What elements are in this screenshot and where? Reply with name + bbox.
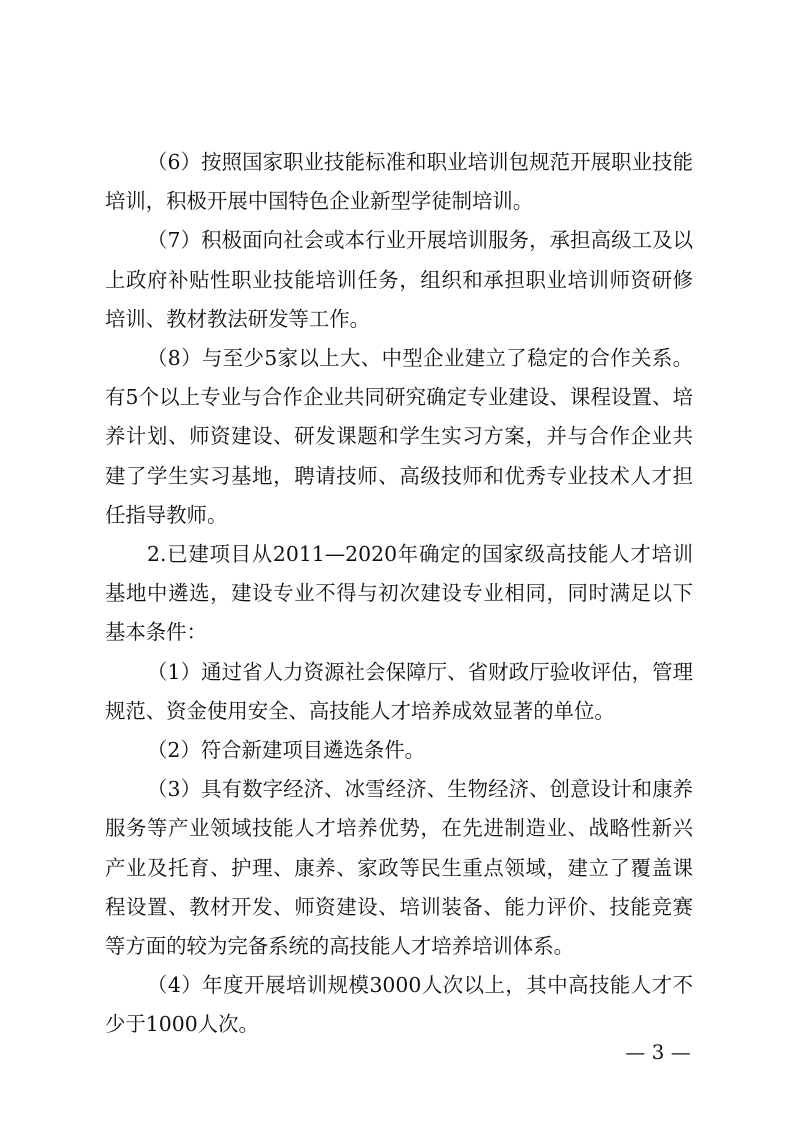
paragraph-item-6: （6）按照国家职业技能标准和职业培训包规范开展职业技能培训，积极开展中国特色企业新型学徒制培训。 xyxy=(105,150,693,214)
paragraph-condition-1: （1）通过省人力资源社会保障厅、省财政厅验收评估，管理规范、资金使用安全、高技能人才培养成效显著的单位。 xyxy=(105,659,693,723)
paragraph-item-8: （8）与至少5家以上大、中型企业建立了稳定的合作关系。有5个以上专业与合作企业共同研究确定专业建设、课程设置、培养计划、师资建设、研发课题和学生实习方案，并与合作企业共建了学生实习基地，聘请技师、高级技师和优秀专业技术人才担任指导教师。 xyxy=(105,346,693,527)
paragraph-condition-2: （2）符合新建项目遴选条件。 xyxy=(147,738,426,763)
paragraph-condition-3: （3）具有数字经济、冰雪经济、生物经济、创意设计和康养服务等产业领域技能人才培养优势，在先进制造业、战略性新兴产业及托育、护理、康养、家政等民生重点领域，建立了覆盖课程设置、教材开发、师资建设、培训装备、能力评价、技能竞赛等方面的较为完备系统的高技能人才培养培训体系。 xyxy=(105,777,693,959)
document-body xyxy=(105,143,693,1045)
page-number: — 3 — xyxy=(625,1040,691,1064)
paragraph-existing-projects: 2.已建项目从2011—2020年确定的国家级高技能人才培训基地中遴选，建设专业不得与初次建设专业相同，同时满足以下基本条件： xyxy=(105,542,693,645)
paragraph-condition-4: （4）年度开展培训规模3000人次以上，其中高技能人才不少于1000人次。 xyxy=(105,973,693,1037)
paragraph-item-7: （7）积极面向社会或本行业开展培训服务，承担高级工及以上政府补贴性职业技能培训任务，组织和承担职业培训师资研修培训、教材教法研发等工作。 xyxy=(105,228,693,331)
